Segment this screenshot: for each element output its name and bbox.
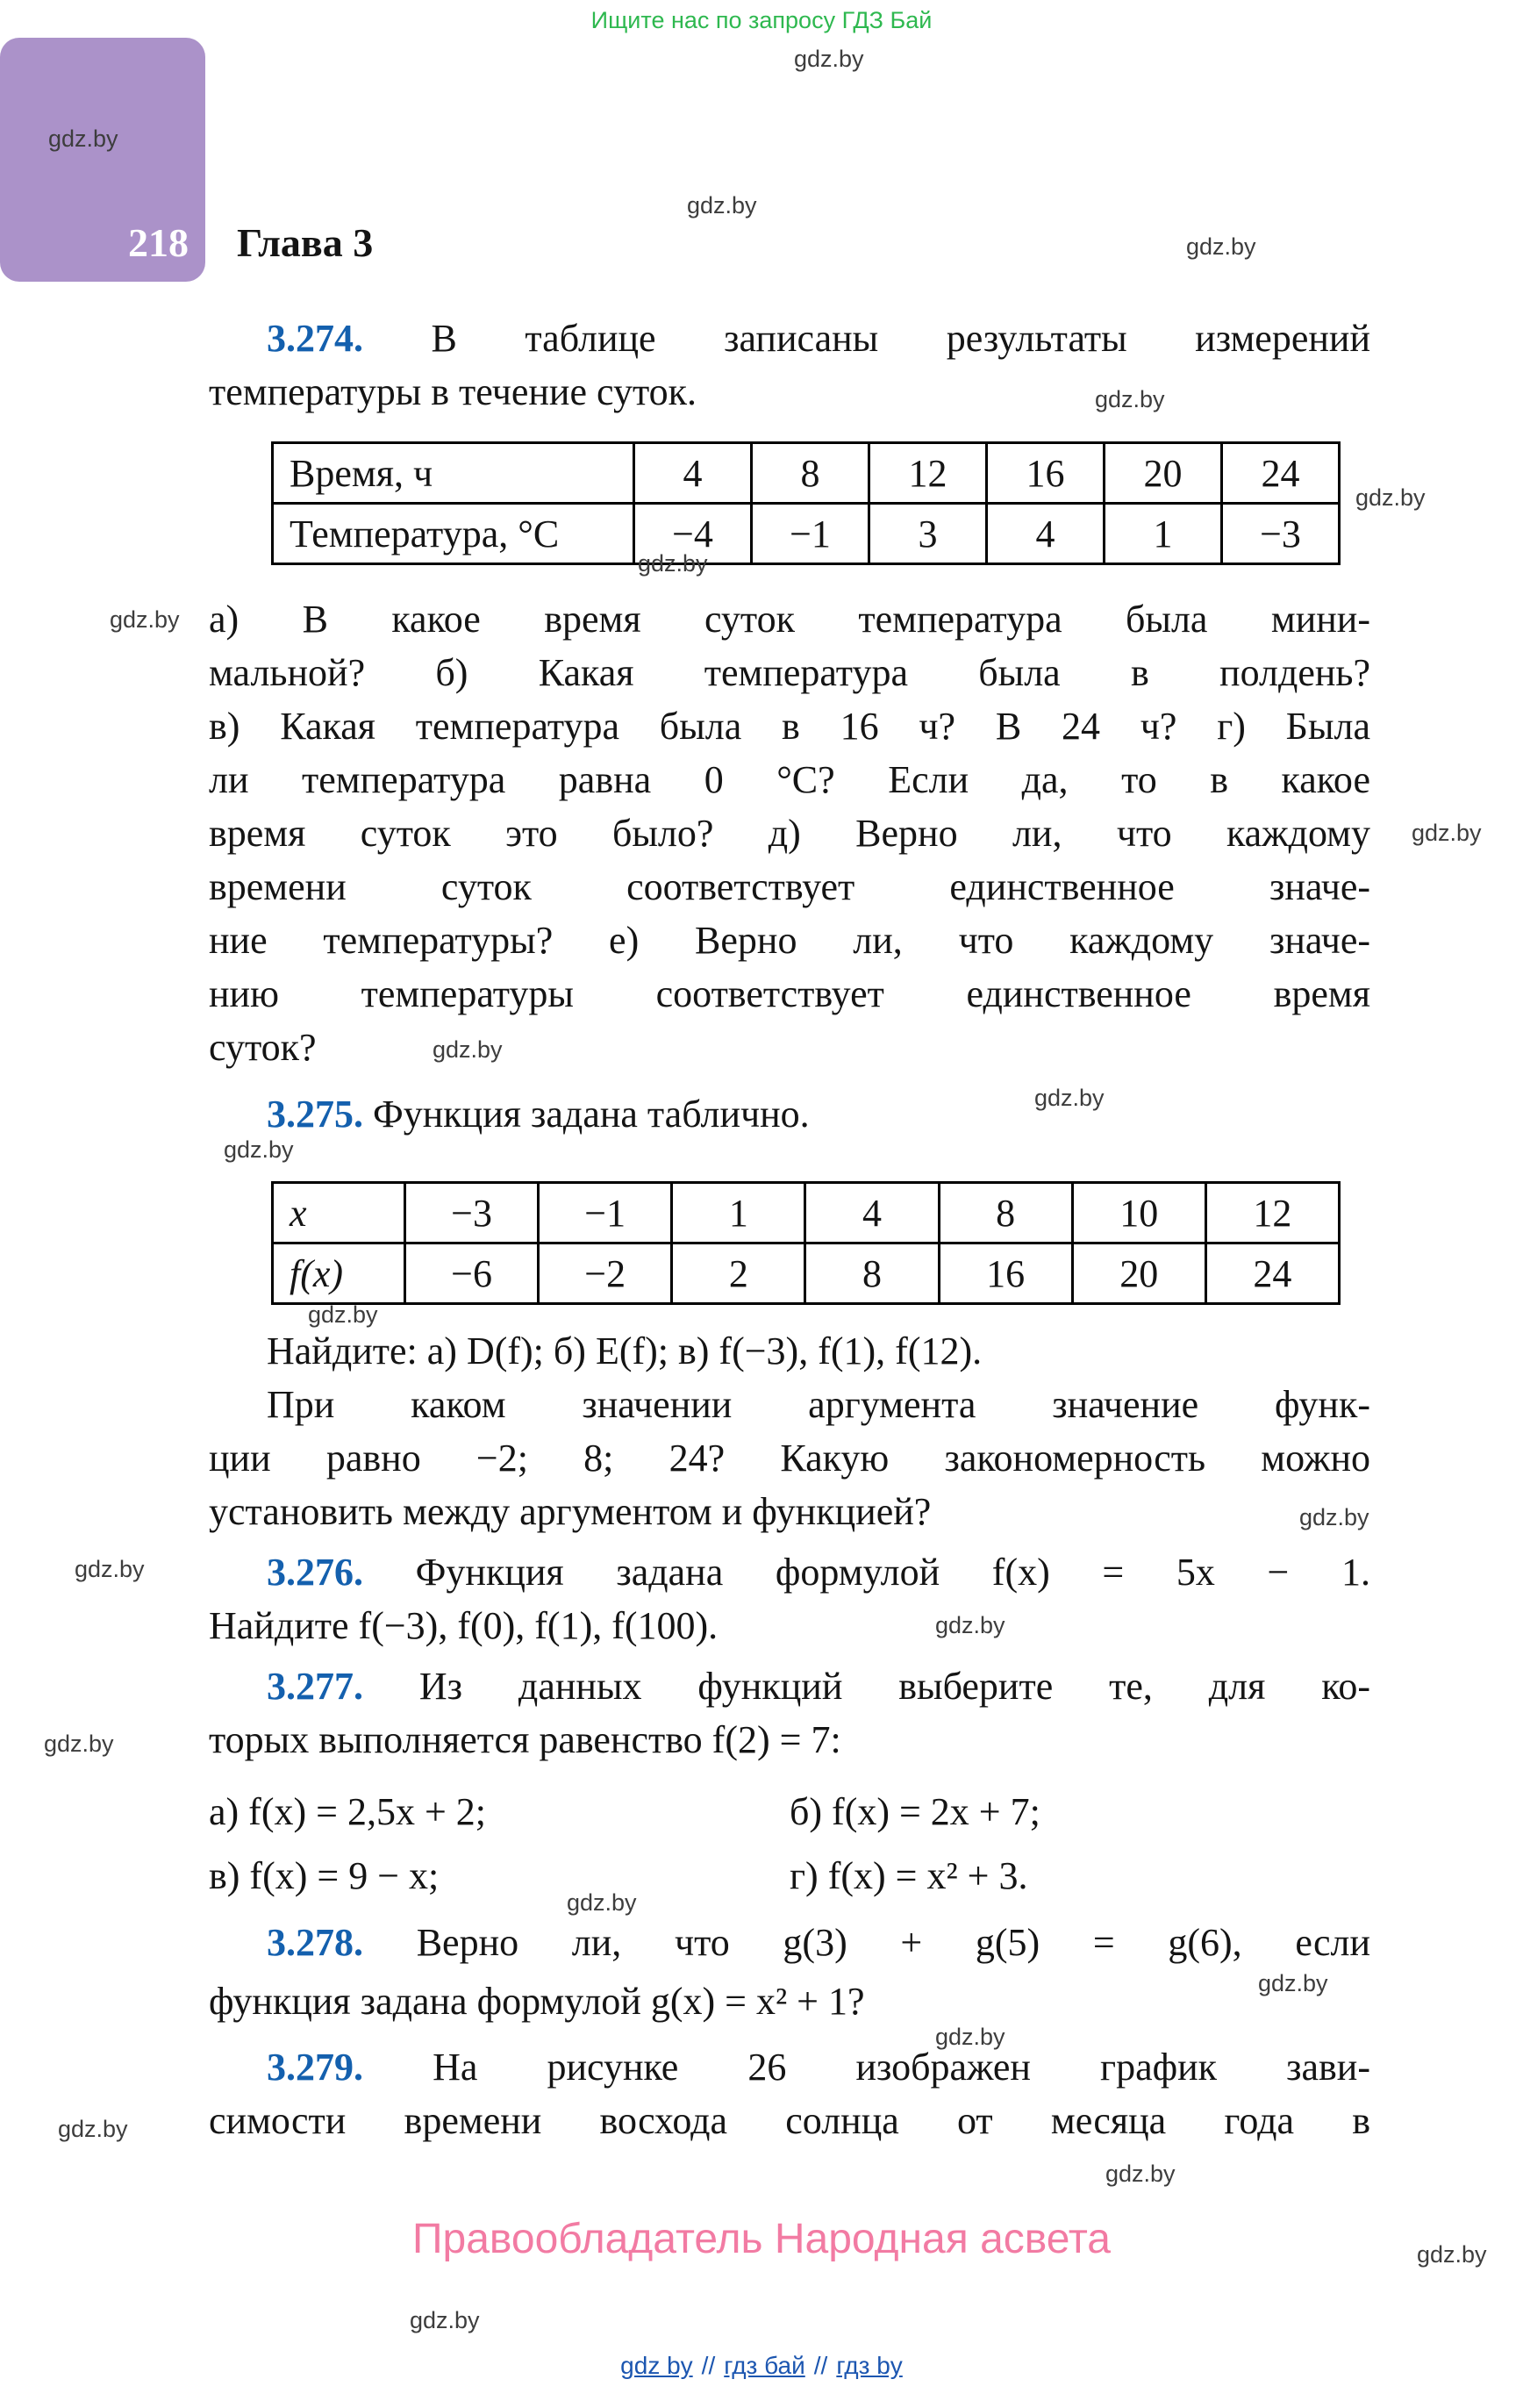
gdzby-watermark: gdz.by (1034, 1085, 1105, 1111)
table-cell: 4 (987, 504, 1105, 564)
table-cell: 16 (987, 443, 1105, 504)
problem-276-line2: Найдите f(−3), f(0), f(1), f(100). (209, 1604, 719, 1647)
table-cell: 4 (805, 1183, 939, 1243)
problem-279-heading (209, 2040, 1370, 2094)
text-line: ние температуры? е) Верно ли, что каждому значе- (209, 919, 1370, 962)
problem-275-heading (209, 1087, 1370, 1141)
gdzby-watermark: gdz.by (1105, 2161, 1176, 2187)
problem-278-line1: Верно ли, что g(3) + g(5) = g(6), если (416, 1921, 1371, 1964)
table-row (273, 1243, 1340, 1304)
table-cell: 20 (1105, 443, 1222, 504)
option-row (209, 1844, 1370, 1908)
text-line: а) В какое время суток температура была мини- (209, 598, 1370, 641)
table-row (273, 504, 1340, 564)
option-b: б) f(x) = 2x + 7; (790, 1790, 1040, 1833)
table-cell: 12 (1205, 1183, 1339, 1243)
table-cell: −1 (752, 504, 869, 564)
table-cell: 10 (1072, 1183, 1205, 1243)
function-table (271, 1181, 1341, 1305)
gdzby-watermark: gdz.by (1412, 820, 1482, 846)
table-cell: 8 (752, 443, 869, 504)
gdzby-watermark: gdz.by (75, 1556, 145, 1582)
option-a: а) f(x) = 2,5x + 2; (209, 1790, 486, 1833)
problem-278-heading (209, 1916, 1370, 1969)
problem-276-number: 3.276. (267, 1551, 363, 1594)
problem-277-heading (209, 1659, 1370, 1713)
problem-279-line2: симости времени восхода солнца от месяца года в (209, 2099, 1370, 2142)
problem-275-title: Функция задана таблично. (373, 1093, 810, 1136)
problem-274-number: 3.274. (267, 317, 363, 360)
table-cell: 24 (1222, 443, 1340, 504)
gdzby-watermark: gdz.by (44, 1731, 114, 1757)
problem-274-intro-line1: В таблице записаны результаты измерений (431, 317, 1371, 360)
problem-274-questions (209, 592, 1370, 1074)
table-cell: −3 (1222, 504, 1340, 564)
problem-276-line1: Функция задана формулой f(x) = 5x − 1. (415, 1551, 1370, 1594)
temperature-table (271, 441, 1341, 565)
table-cell: −2 (539, 1243, 672, 1304)
option-row (209, 1780, 1370, 1844)
table-cell: 12 (869, 443, 987, 504)
gdzby-watermark: gdz.by (1186, 233, 1256, 260)
footer-link[interactable]: гдз by (836, 2352, 903, 2379)
table-cell: −4 (634, 504, 752, 564)
gdzby-watermark: gdz.by (308, 1301, 378, 1328)
chapter-title: Глава 3 (237, 220, 374, 265)
gdzby-watermark: gdz.by (794, 46, 864, 72)
text-line: мальной? б) Какая температура была в полдень? (209, 651, 1370, 694)
problem-279-line1: На рисунке 26 изображен график зави- (433, 2046, 1370, 2089)
gdzby-watermark: gdz.by (58, 2116, 128, 2142)
gdzby-watermark: gdz.by (567, 1889, 637, 1916)
gdzby-watermark: gdz.by (935, 1612, 1005, 1638)
option-v: в) f(x) = 9 − x; (209, 1854, 440, 1897)
gdzby-watermark: gdz.by (224, 1136, 294, 1163)
problem-274-heading (209, 312, 1370, 365)
table-cell: −1 (539, 1183, 672, 1243)
text-line: время суток это было? д) Верно ли, что каждому (209, 812, 1370, 855)
gdzby-watermark: gdz.by (48, 125, 118, 152)
gdzby-watermark: gdz.by (1299, 1504, 1369, 1530)
problem-274-intro-line2: температуры в течение суток. (209, 370, 697, 413)
gdzby-watermark: gdz.by (433, 1036, 503, 1063)
text-line: в) Какая температура была в 16 ч? В 24 ч? г) Была (209, 705, 1370, 748)
table-cell: 3 (869, 504, 987, 564)
gdzby-watermark: gdz.by (935, 2024, 1005, 2050)
gdzby-watermark: gdz.by (638, 550, 708, 577)
table-cell: 20 (1072, 1243, 1205, 1304)
gdzby-watermark: gdz.by (1258, 1970, 1328, 1996)
option-g: г) f(x) = x² + 3. (790, 1854, 1028, 1897)
table-cell: 1 (672, 1183, 805, 1243)
problem-275-find-line: Найдите: а) D(f); б) E(f); в) f(−3), f(1), f(12). (267, 1329, 983, 1372)
footer-links (0, 2352, 1523, 2380)
text-line: ли температура равна 0 °С? Если да, то в какое (209, 758, 1370, 801)
text-line: При каком значении аргумента значение функ- (267, 1383, 1370, 1426)
table-cell: x (273, 1183, 405, 1243)
table-row (273, 1183, 1340, 1243)
text-line: ции равно −2; 8; 24? Какую закономерность можно (209, 1437, 1370, 1480)
text-line: установить между аргументом и функцией? (209, 1490, 932, 1533)
problem-276-heading (209, 1545, 1370, 1599)
text-line: нию температуры соответствует единственное время (209, 972, 1370, 1015)
promo-banner: Ищите нас по запросу ГДЗ Бай (590, 7, 933, 33)
table-cell: 24 (1205, 1243, 1339, 1304)
gdzby-watermark: gdz.by (687, 192, 757, 219)
gdzby-watermark: gdz.by (1355, 484, 1426, 511)
link-separator: // (701, 2352, 716, 2379)
table-cell: −6 (405, 1243, 539, 1304)
copyright-notice: Правообладатель Народная асвета (412, 2216, 1111, 2262)
problem-277-number: 3.277. (267, 1665, 363, 1708)
gdzby-watermark: gdz.by (410, 2307, 480, 2333)
problem-275-number: 3.275. (267, 1093, 363, 1136)
table-cell: −3 (405, 1183, 539, 1243)
gdzby-watermark: gdz.by (1095, 386, 1165, 412)
table-cell: Время, ч (273, 443, 634, 504)
table-cell: 4 (634, 443, 752, 504)
table-row (273, 443, 1340, 504)
gdzby-watermark: gdz.by (1417, 2241, 1487, 2268)
table-cell: 1 (1105, 504, 1222, 564)
table-cell: f(x) (273, 1243, 405, 1304)
link-separator: // (813, 2352, 828, 2379)
table-cell: 2 (672, 1243, 805, 1304)
table-cell: 8 (939, 1183, 1072, 1243)
page-number: 218 (128, 220, 189, 265)
table-cell: Температура, °С (273, 504, 634, 564)
footer-link[interactable]: гдз бай (724, 2352, 805, 2379)
text-line: времени суток соответствует единственное значе- (209, 865, 1370, 908)
problem-278-number: 3.278. (267, 1921, 363, 1964)
table-cell: 8 (805, 1243, 939, 1304)
problem-277-line1: Из данных функций выберите те, для ко- (418, 1665, 1371, 1708)
table-cell: 16 (939, 1243, 1072, 1304)
problem-279-number: 3.279. (267, 2046, 363, 2089)
problem-277-line2: торых выполняется равенство f(2) = 7: (209, 1718, 841, 1761)
gdzby-watermark: gdz.by (110, 606, 180, 633)
problem-277-options (209, 1780, 1370, 1908)
page-content (209, 312, 1370, 2147)
text-line: суток? (209, 1026, 317, 1069)
problem-278-line2: функция задана формулой g(x) = x² + 1? (209, 1980, 865, 2023)
footer-link[interactable]: gdz by (620, 2352, 693, 2379)
